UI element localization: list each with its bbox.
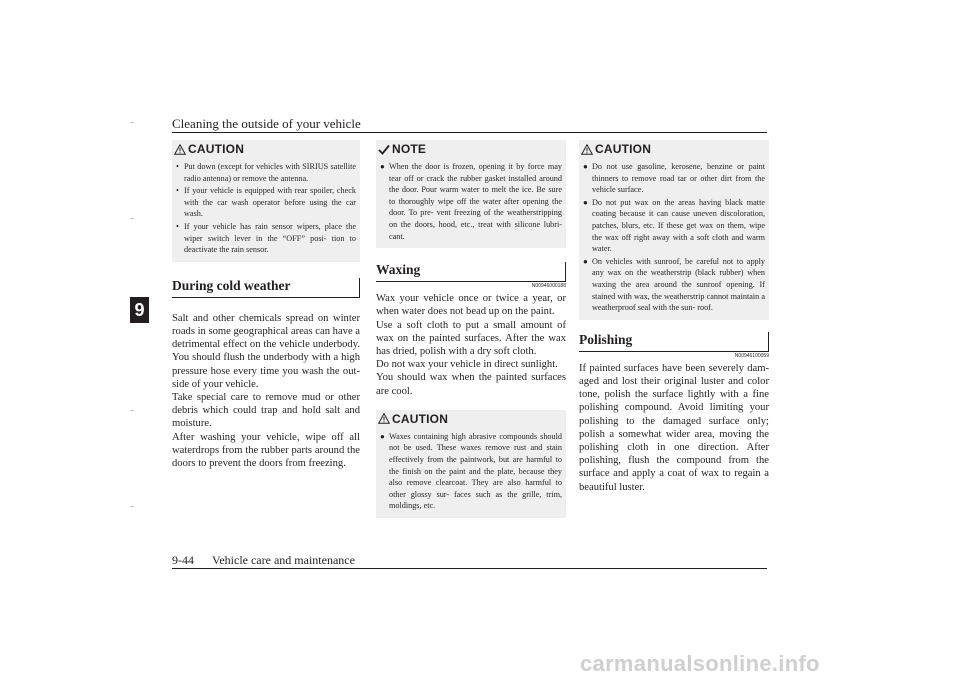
column-3 [579,140,769,494]
cold-weather-text [172,312,360,470]
paragraph: After washing your vehicle, wipe off all waterdrops from the rubber parts around the doors to prevent the doors from freezing. [172,431,360,469]
note-item: ● When the door is frozen, opening it by force may tear off or crack the rubber gasket installed around the door. Pour warm water to melt the ice. Be sure to thoroughly wipe off the water after opening the door. To pre- vent freezing of the weatherstripping on the doors, hood, etc., treat with silicone lubri- cant. [380,162,562,241]
caution-item: • Put down (except for vehicles with SIRIUS satellite radio antenna) or remove the antenna. [176,162,356,183]
caution-item: ● Do not use gasoline, kerosene, benzine or paint thinners to remove road tar or other dirt from the vehicle surface. [583,162,765,195]
crop-mark [131,122,134,123]
caution-header [579,140,769,158]
caution-box [579,140,769,320]
filled-circle-icon: ● [380,431,385,441]
note-label: NOTE [392,142,427,156]
footer-section-title: Vehicle care and maintenance [212,553,355,567]
caution-body [376,428,566,518]
chapter-tab: 9 [130,297,149,323]
crop-mark [131,506,134,507]
warning-triangle-icon [581,144,593,155]
caution-header [172,140,360,158]
checkmark-icon [378,144,390,155]
column-2 [376,140,566,518]
crop-mark [131,218,134,219]
footer-page-number: 9-44 [172,553,194,567]
paragraph: If painted surfaces have been severely dam- aged and lost their original luster and color tone, polish the surface lightly with a fine polishing compound. Avoid limiting your polishing to the damaged surface only; polish a somewhat wider area, moving the polishing cloth in one direction. After polishing, flush the compound from the surface and apply a coat of wax to regain a beautiful luster. [579,362,769,493]
section-heading-polishing: Polishing [579,332,769,352]
polishing-text [579,362,769,494]
crop-mark [131,410,134,411]
warning-triangle-icon [378,413,390,424]
caution-item: ● Waxes containing high abrasive compounds should not be used. These waxes remove rust and stain effectively from the paintwork, but are harmful to the finish on the paint and the plate, because they also remove clearcoat. They are also harmful to other glossy sur- faces such as the grille, trim, moldings, etc. [380,431,562,511]
footer-rule [172,568,767,569]
caution-label: CAUTION [595,142,652,156]
watermark: carmanualsonline.info [580,651,820,676]
section-heading-waxing: Waxing [376,262,566,282]
caution-header [376,410,566,428]
caution-item: • If your vehicle is equipped with rear spoiler, check with the car wash operator before using the car wash. [176,186,356,219]
note-header [376,140,566,158]
caution-item: ● Do not put wax on the areas having black matte coating because it can cause uneven discoloration, patches, blurs, etc. If these get wax on them, wipe the wax off right away with a soft cloth and warm water. [583,197,765,254]
filled-circle-icon: ● [583,256,588,266]
warning-triangle-icon [174,144,186,155]
filled-circle-icon: ● [583,162,588,171]
caution-body [172,158,360,262]
caution-box [376,410,566,518]
filled-circle-icon: ● [583,197,588,207]
header-rule [172,132,767,133]
caution-item: • If your vehicle has rain sensor wipers, place the wiper switch lever in the “OFF” posi- tion to deactivate the rain sensor. [176,221,356,255]
paragraph: You should wax when the painted surfaces are cool. [376,372,566,397]
note-body [376,158,566,248]
paragraph: Do not wax your vehicle in direct sunlight. [376,359,558,371]
caution-box [172,140,360,262]
section-heading-cold-weather: During cold weather [172,278,360,298]
filled-circle-icon: ● [380,162,385,171]
paragraph: Wax your vehicle once or twice a year, or when water does not bead up on the paint. [376,293,566,318]
paragraph: Use a soft cloth to put a small amount of wax on the painted surfaces. After the wax has dried, polish with a dry soft cloth. [376,319,566,357]
section-code: N00946100059 [734,352,769,359]
paragraph: Take special care to remove mud or other debris which could trap and hold salt and moisture. [172,391,360,430]
caution-label: CAUTION [392,411,449,426]
section-code: N00946000188 [531,283,566,290]
caution-label: CAUTION [188,142,245,156]
note-box [376,140,566,248]
page-header-title: Cleaning the outside of your vehicle [172,116,361,131]
paragraph: Salt and other chemicals spread on winter roads in some geographical areas can have a detrimental effect on the vehicle underbody. You should flush the underbody with a high pressure hose every time you wash the out- side of your vehicle. [172,312,360,390]
waxing-text [376,292,566,398]
caution-body [579,158,769,320]
caution-item: ● On vehicles with sunroof, be careful not to apply any wax on the weatherstrip (black rubber) when waxing the area around the sunroof opening. If stained with wax, the weatherstrip cannot maintain a weatherproof seal with the sun- roof. [583,256,765,313]
column-1 [172,140,360,470]
